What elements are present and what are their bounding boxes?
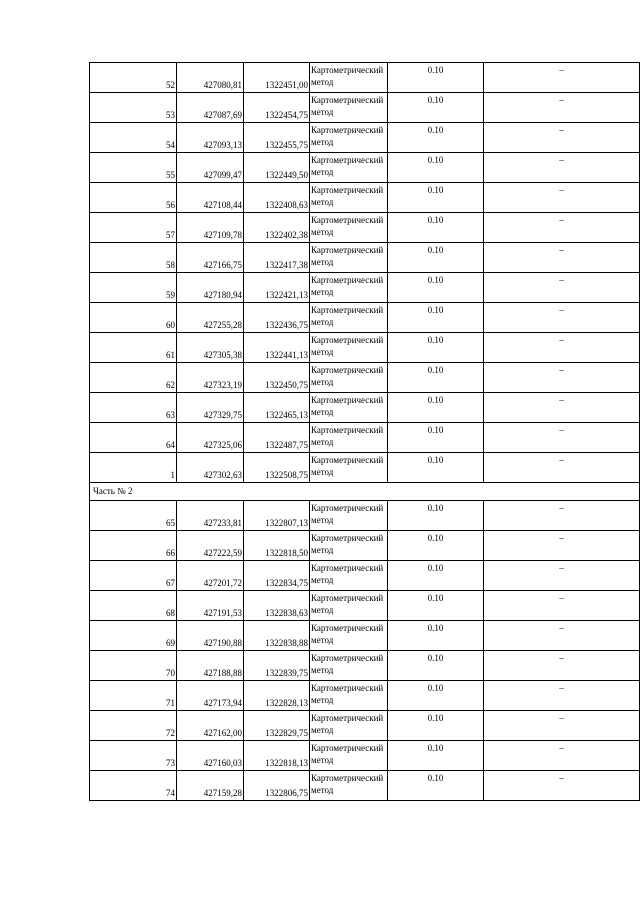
accuracy-cell: 0.10 xyxy=(388,273,484,303)
x-coordinate-cell: 427191,53 xyxy=(177,591,244,621)
x-coordinate-cell: 427087,69 xyxy=(177,93,244,123)
x-coordinate-cell: 427160,03 xyxy=(177,741,244,771)
table-row xyxy=(90,711,640,741)
x-coordinate-cell: 427180,94 xyxy=(177,273,244,303)
note-cell: – xyxy=(484,711,640,741)
x-coordinate-cell: 427166,75 xyxy=(177,243,244,273)
point-number-cell: 53 xyxy=(90,93,177,123)
y-coordinate-cell: 1322449,50 xyxy=(244,153,310,183)
point-number-cell: 61 xyxy=(90,333,177,363)
table-row xyxy=(90,303,640,333)
method-cell: Картометрический метод xyxy=(310,711,388,741)
y-coordinate-cell: 1322838,88 xyxy=(244,621,310,651)
point-number-cell: 65 xyxy=(90,501,177,531)
point-number-cell: 66 xyxy=(90,531,177,561)
table-row xyxy=(90,273,640,303)
note-cell: – xyxy=(484,213,640,243)
note-cell: – xyxy=(484,741,640,771)
note-cell: – xyxy=(484,501,640,531)
point-number-cell: 62 xyxy=(90,363,177,393)
point-number-cell: 55 xyxy=(90,153,177,183)
accuracy-cell: 0.10 xyxy=(388,591,484,621)
note-cell: – xyxy=(484,393,640,423)
method-cell: Картометрический метод xyxy=(310,423,388,453)
y-coordinate-cell: 1322451,00 xyxy=(244,63,310,93)
method-cell: Картометрический метод xyxy=(310,63,388,93)
x-coordinate-cell: 427329,75 xyxy=(177,393,244,423)
method-cell: Картометрический метод xyxy=(310,621,388,651)
method-cell: Картометрический метод xyxy=(310,183,388,213)
x-coordinate-cell: 427188,88 xyxy=(177,651,244,681)
table-row xyxy=(90,183,640,213)
section-title: Часть № 2 xyxy=(90,483,640,501)
table-row xyxy=(90,63,640,93)
x-coordinate-cell: 427305,38 xyxy=(177,333,244,363)
point-number-cell: 58 xyxy=(90,243,177,273)
table-row xyxy=(90,153,640,183)
x-coordinate-cell: 427099,47 xyxy=(177,153,244,183)
x-coordinate-cell: 427173,94 xyxy=(177,681,244,711)
point-number-cell: 56 xyxy=(90,183,177,213)
note-cell: – xyxy=(484,153,640,183)
point-number-cell: 64 xyxy=(90,423,177,453)
y-coordinate-cell: 1322454,75 xyxy=(244,93,310,123)
coordinates-table xyxy=(89,62,640,801)
note-cell: – xyxy=(484,243,640,273)
accuracy-cell: 0.10 xyxy=(388,501,484,531)
accuracy-cell: 0.10 xyxy=(388,711,484,741)
x-coordinate-cell: 427302,63 xyxy=(177,453,244,483)
note-cell: – xyxy=(484,453,640,483)
table-row xyxy=(90,213,640,243)
accuracy-cell: 0.10 xyxy=(388,771,484,801)
method-cell: Картометрический метод xyxy=(310,123,388,153)
table-row xyxy=(90,681,640,711)
table-row xyxy=(90,501,640,531)
method-cell: Картометрический метод xyxy=(310,741,388,771)
accuracy-cell: 0.10 xyxy=(388,453,484,483)
method-cell: Картометрический метод xyxy=(310,93,388,123)
y-coordinate-cell: 1322806,75 xyxy=(244,771,310,801)
y-coordinate-cell: 1322408,63 xyxy=(244,183,310,213)
y-coordinate-cell: 1322818,13 xyxy=(244,741,310,771)
point-number-cell: 63 xyxy=(90,393,177,423)
method-cell: Картометрический метод xyxy=(310,501,388,531)
method-cell: Картометрический метод xyxy=(310,363,388,393)
note-cell: – xyxy=(484,303,640,333)
point-number-cell: 70 xyxy=(90,651,177,681)
note-cell: – xyxy=(484,771,640,801)
table-row xyxy=(90,771,640,801)
x-coordinate-cell: 427080,81 xyxy=(177,63,244,93)
accuracy-cell: 0.10 xyxy=(388,423,484,453)
y-coordinate-cell: 1322450,75 xyxy=(244,363,310,393)
accuracy-cell: 0.10 xyxy=(388,531,484,561)
y-coordinate-cell: 1322834,75 xyxy=(244,561,310,591)
x-coordinate-cell: 427162,00 xyxy=(177,711,244,741)
accuracy-cell: 0.10 xyxy=(388,621,484,651)
table-row xyxy=(90,93,640,123)
table-row xyxy=(90,741,640,771)
section-row xyxy=(90,483,640,501)
table-row xyxy=(90,651,640,681)
x-coordinate-cell: 427159,28 xyxy=(177,771,244,801)
point-number-cell: 69 xyxy=(90,621,177,651)
method-cell: Картометрический метод xyxy=(310,591,388,621)
x-coordinate-cell: 427222,59 xyxy=(177,531,244,561)
accuracy-cell: 0.10 xyxy=(388,363,484,393)
x-coordinate-cell: 427325,06 xyxy=(177,423,244,453)
method-cell: Картометрический метод xyxy=(310,303,388,333)
y-coordinate-cell: 1322829,75 xyxy=(244,711,310,741)
accuracy-cell: 0.10 xyxy=(388,651,484,681)
point-number-cell: 73 xyxy=(90,741,177,771)
method-cell: Картометрический метод xyxy=(310,651,388,681)
y-coordinate-cell: 1322487,75 xyxy=(244,423,310,453)
table-row xyxy=(90,591,640,621)
table-row xyxy=(90,561,640,591)
table-row xyxy=(90,123,640,153)
y-coordinate-cell: 1322421,13 xyxy=(244,273,310,303)
note-cell: – xyxy=(484,93,640,123)
y-coordinate-cell: 1322465,13 xyxy=(244,393,310,423)
method-cell: Картометрический метод xyxy=(310,681,388,711)
point-number-cell: 54 xyxy=(90,123,177,153)
accuracy-cell: 0.10 xyxy=(388,63,484,93)
accuracy-cell: 0.10 xyxy=(388,393,484,423)
note-cell: – xyxy=(484,123,640,153)
table-row xyxy=(90,243,640,273)
accuracy-cell: 0.10 xyxy=(388,561,484,591)
accuracy-cell: 0.10 xyxy=(388,153,484,183)
accuracy-cell: 0.10 xyxy=(388,213,484,243)
y-coordinate-cell: 1322807,13 xyxy=(244,501,310,531)
note-cell: – xyxy=(484,273,640,303)
y-coordinate-cell: 1322818,50 xyxy=(244,531,310,561)
method-cell: Картометрический метод xyxy=(310,771,388,801)
method-cell: Картометрический метод xyxy=(310,393,388,423)
note-cell: – xyxy=(484,423,640,453)
table-row xyxy=(90,423,640,453)
note-cell: – xyxy=(484,183,640,213)
point-number-cell: 68 xyxy=(90,591,177,621)
y-coordinate-cell: 1322436,75 xyxy=(244,303,310,333)
table-row xyxy=(90,333,640,363)
x-coordinate-cell: 427093,13 xyxy=(177,123,244,153)
note-cell: – xyxy=(484,333,640,363)
y-coordinate-cell: 1322402,38 xyxy=(244,213,310,243)
x-coordinate-cell: 427323,19 xyxy=(177,363,244,393)
x-coordinate-cell: 427109,78 xyxy=(177,213,244,243)
note-cell: – xyxy=(484,63,640,93)
accuracy-cell: 0.10 xyxy=(388,741,484,771)
note-cell: – xyxy=(484,681,640,711)
note-cell: – xyxy=(484,531,640,561)
point-number-cell: 57 xyxy=(90,213,177,243)
method-cell: Картометрический метод xyxy=(310,453,388,483)
y-coordinate-cell: 1322455,75 xyxy=(244,123,310,153)
note-cell: – xyxy=(484,363,640,393)
accuracy-cell: 0.10 xyxy=(388,333,484,363)
x-coordinate-cell: 427233,81 xyxy=(177,501,244,531)
point-number-cell: 1 xyxy=(90,453,177,483)
y-coordinate-cell: 1322828,13 xyxy=(244,681,310,711)
accuracy-cell: 0.10 xyxy=(388,183,484,213)
method-cell: Картометрический метод xyxy=(310,153,388,183)
method-cell: Картометрический метод xyxy=(310,273,388,303)
table-row xyxy=(90,621,640,651)
point-number-cell: 72 xyxy=(90,711,177,741)
table-row xyxy=(90,393,640,423)
note-cell: – xyxy=(484,591,640,621)
method-cell: Картометрический метод xyxy=(310,531,388,561)
y-coordinate-cell: 1322417,38 xyxy=(244,243,310,273)
table-row xyxy=(90,531,640,561)
y-coordinate-cell: 1322508,75 xyxy=(244,453,310,483)
y-coordinate-cell: 1322839,75 xyxy=(244,651,310,681)
point-number-cell: 60 xyxy=(90,303,177,333)
method-cell: Картометрический метод xyxy=(310,243,388,273)
method-cell: Картометрический метод xyxy=(310,333,388,363)
method-cell: Картометрический метод xyxy=(310,561,388,591)
accuracy-cell: 0.10 xyxy=(388,681,484,711)
point-number-cell: 59 xyxy=(90,273,177,303)
x-coordinate-cell: 427108,44 xyxy=(177,183,244,213)
accuracy-cell: 0.10 xyxy=(388,123,484,153)
coordinates-table-body xyxy=(90,63,640,801)
accuracy-cell: 0.10 xyxy=(388,303,484,333)
accuracy-cell: 0.10 xyxy=(388,93,484,123)
note-cell: – xyxy=(484,621,640,651)
x-coordinate-cell: 427255,28 xyxy=(177,303,244,333)
table-row xyxy=(90,363,640,393)
note-cell: – xyxy=(484,561,640,591)
note-cell: – xyxy=(484,651,640,681)
point-number-cell: 52 xyxy=(90,63,177,93)
method-cell: Картометрический метод xyxy=(310,213,388,243)
x-coordinate-cell: 427201,72 xyxy=(177,561,244,591)
table-row xyxy=(90,453,640,483)
y-coordinate-cell: 1322441,13 xyxy=(244,333,310,363)
accuracy-cell: 0.10 xyxy=(388,243,484,273)
point-number-cell: 71 xyxy=(90,681,177,711)
x-coordinate-cell: 427190,88 xyxy=(177,621,244,651)
point-number-cell: 67 xyxy=(90,561,177,591)
y-coordinate-cell: 1322838,63 xyxy=(244,591,310,621)
point-number-cell: 74 xyxy=(90,771,177,801)
